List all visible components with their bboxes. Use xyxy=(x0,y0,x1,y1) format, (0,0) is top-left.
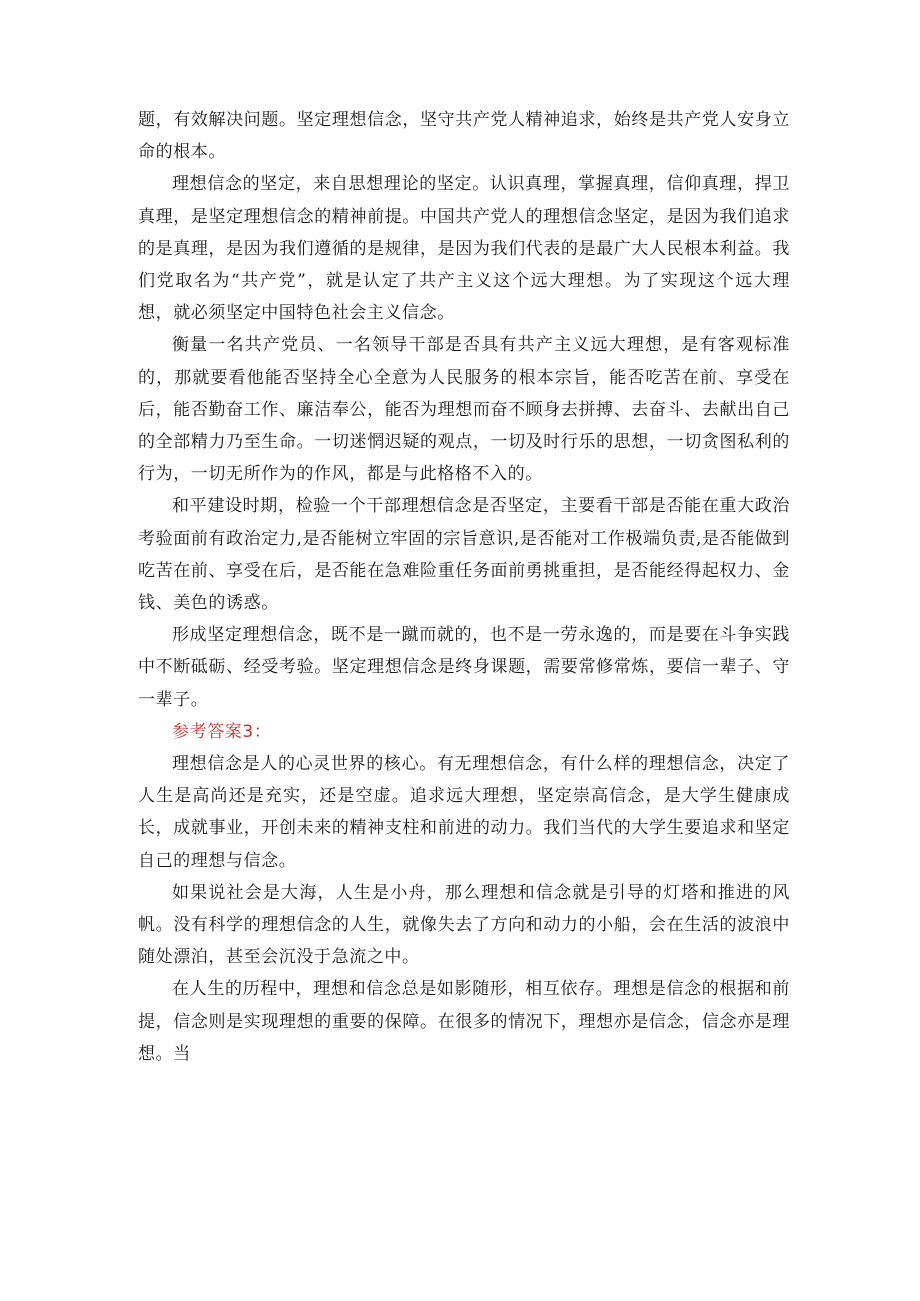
paragraph: 如果说社会是大海，人生是小舟，那么理想和信念就是引导的灯塔和推进的风帆。没有科学的理想信念的人生，就像失去了方向和动力的小船，会在生活的波浪中随处漂泊，甚至会沉没于急流之中。 xyxy=(138,882,790,968)
paragraph: 形成坚定理想信念，既不是一蹴而就的，也不是一劳永逸的，而是要在斗争实践中不断砥砺、经受考验。坚定理想信念是终身课题，需要常修常炼，要信一辈子、守一辈子。 xyxy=(138,625,790,710)
section-heading: 参考答案3： xyxy=(172,721,272,742)
paragraph: 理想信念是人的心灵世界的核心。有无理想信念，有什么样的理想信念，决定了人生是高尚还是充实，还是空虚。追求远大理想，坚定崇高信念，是大学生健康成长，成就事业，开创未来的精神支柱和前进的动力。我们当代的大学生要追求和坚定自己的理想与信念。 xyxy=(138,754,790,871)
paragraph: 理想信念的坚定，来自思想理论的坚定。认识真理，掌握真理，信仰真理，捍卫真理，是坚定理想信念的精神前提。中国共产党人的理想信念坚定，是因为我们追求的是真理，是因为我们遵循的是规律，是因为我们代表的是最广大人民根本利益。我们党取名为“共产党”，就是认定了共产主义这个远大理想。为了实现这个远大理想，就必须坚定中国特色社会主义信念。 xyxy=(138,174,790,324)
paragraph-continued: 题，有效解决问题。坚定理想信念，坚守共产党人精神追求，始终是共产党人安身立命的根本。 xyxy=(138,110,790,163)
document-body xyxy=(138,104,790,1070)
paragraph: 在人生的历程中，理想和信念总是如影随形，相互依存。理想是信念的根据和前提，信念则是实现理想的重要的保障。在很多的情况下，理想亦是信念，信念亦是理想。当 xyxy=(138,979,790,1064)
paragraph: 和平建设时期，检验一个干部理想信念是否坚定，主要看干部是否能在重大政治考验面前有政治定力,是否能树立牢固的宗旨意识,是否能对工作极端负责,是否能做到吃苦在前、享受在后，是否能在急难险重任务面前勇挑重担，是否能经得起权力、金钱、美色的诱惑。 xyxy=(138,496,790,614)
paragraph: 衡量一名共产党员、一名领导干部是否具有共产主义远大理想，是有客观标准的，那就要看他能否坚持全心全意为人民服务的根本宗旨，能否吃苦在前、享受在后，能否勤奋工作、廉洁奉公，能否为理想而奋不顾身去拼搏、去奋斗、去献出自己的全部精力乃至生命。一切迷惘迟疑的观点，一切及时行乐的思想，一切贪图私利的行为，一切无所作为的作风，都是与此格格不入的。 xyxy=(138,335,790,485)
